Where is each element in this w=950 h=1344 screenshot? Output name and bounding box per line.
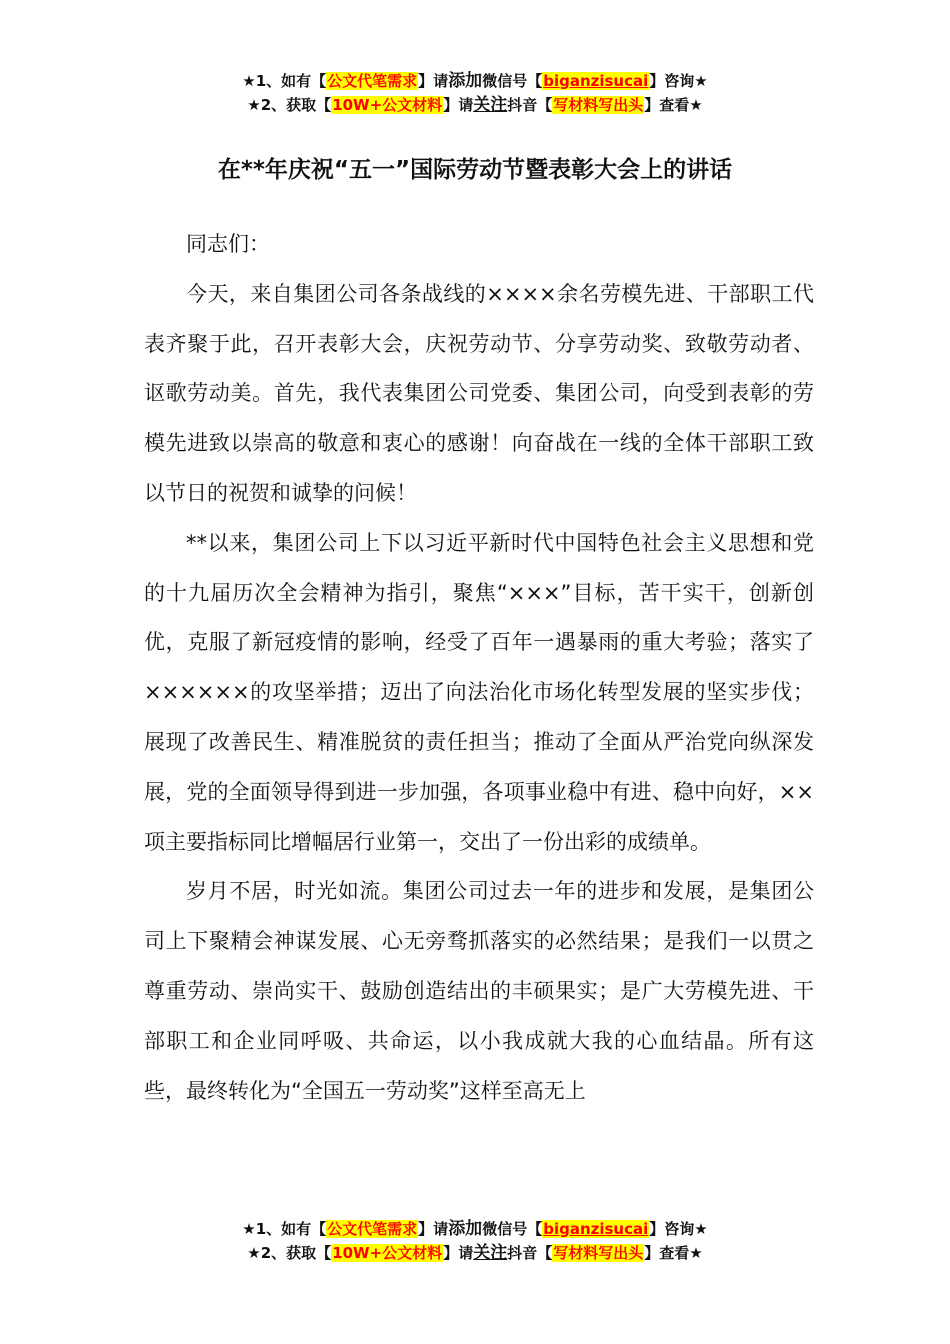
- promo-line-1: [0, 69, 950, 93]
- promo-text: 微信号【: [482, 1220, 543, 1238]
- document-body: [144, 220, 814, 1116]
- promo-text: ★1、如有【: [242, 1220, 327, 1238]
- promo-highlight-service: 公文代笔需求: [327, 1220, 418, 1238]
- promo-text: ★2、获取【: [247, 96, 332, 114]
- promo-highlight-materials: 10W+公文材料: [332, 1244, 443, 1262]
- promo-text: ★2、获取【: [247, 1244, 332, 1262]
- promo-emphasis: 关注: [473, 95, 508, 115]
- promo-text: 抖音【: [507, 96, 553, 114]
- promo-emphasis: 添加: [448, 1219, 483, 1239]
- promo-text: 】查看★: [644, 1244, 703, 1262]
- promo-emphasis: 关注: [473, 1243, 508, 1263]
- promo-douyin-account[interactable]: 写材料写出头: [553, 1244, 644, 1262]
- paragraph: 岁月不居，时光如流。集团公司过去一年的进步和发展，是集团公司上下聚精会神谋发展、心无旁骛抓落实的必然结果；是我们一以贯之尊重劳动、崇尚实干、鼓励创造结出的丰硕果实；是广大劳模先进、干部职工和企业同呼吸、共命运，以小我成就大我的心血结晶。所有这些，最终转化为“全国五一劳动奖”这样至高无上: [144, 879, 814, 1103]
- document-title: 在**年庆祝“五一”国际劳动节暨表彰大会上的讲话: [217, 157, 733, 183]
- promo-text: 微信号【: [482, 72, 543, 90]
- promo-text: 】请: [418, 72, 449, 90]
- promo-line-1: [0, 1217, 950, 1241]
- promo-footer: [0, 1217, 950, 1265]
- promo-wechat-id[interactable]: biganzisucai: [543, 1220, 649, 1238]
- promo-wechat-id[interactable]: biganzisucai: [543, 72, 649, 90]
- promo-header: [0, 69, 950, 117]
- promo-text: 】查看★: [644, 96, 703, 114]
- promo-text: 】咨询★: [649, 72, 708, 90]
- promo-highlight-materials: 10W+公文材料: [332, 96, 443, 114]
- paragraph: 今天，来自集团公司各条战线的××××余名劳模先进、干部职工代表齐聚于此，召开表彰大会，庆祝劳动节、分享劳动奖、致敬劳动者、讴歌劳动美。首先，我代表集团公司党委、集团公司，向受到表彰的劳模先进致以崇高的敬意和衷心的感谢！向奋战在一线的全体干部职工致以节日的祝贺和诚挚的问候！: [144, 281, 814, 505]
- promo-line-2: [0, 93, 950, 117]
- salutation: 同志们：: [186, 232, 270, 256]
- promo-text: 】请: [443, 96, 474, 114]
- promo-text: ★1、如有【: [242, 72, 327, 90]
- promo-douyin-account[interactable]: 写材料写出头: [553, 96, 644, 114]
- promo-emphasis: 添加: [448, 71, 483, 91]
- promo-line-2: [0, 1241, 950, 1265]
- paragraph: **以来，集团公司上下以习近平新时代中国特色社会主义思想和党的十九届历次全会精神为指引，聚焦“×××”目标，苦干实干，创新创优，克服了新冠疫情的影响，经受了百年一遇暴雨的重大考验；落实了××××××的攻坚举措；迈出了向法治化市场化转型发展的坚实步伐；展现了改善民生、精准脱贫的责任担当；推动了全面从严治党向纵深发展，党的全面领导得到进一步加强，各项事业稳中有进、稳中向好，××项主要指标同比增幅居行业第一，交出了一份出彩的成绩单。: [144, 530, 814, 854]
- promo-text: 】咨询★: [649, 1220, 708, 1238]
- promo-text: 】请: [443, 1244, 474, 1262]
- promo-highlight-service: 公文代笔需求: [327, 72, 418, 90]
- promo-text: 抖音【: [507, 1244, 553, 1262]
- promo-text: 】请: [418, 1220, 449, 1238]
